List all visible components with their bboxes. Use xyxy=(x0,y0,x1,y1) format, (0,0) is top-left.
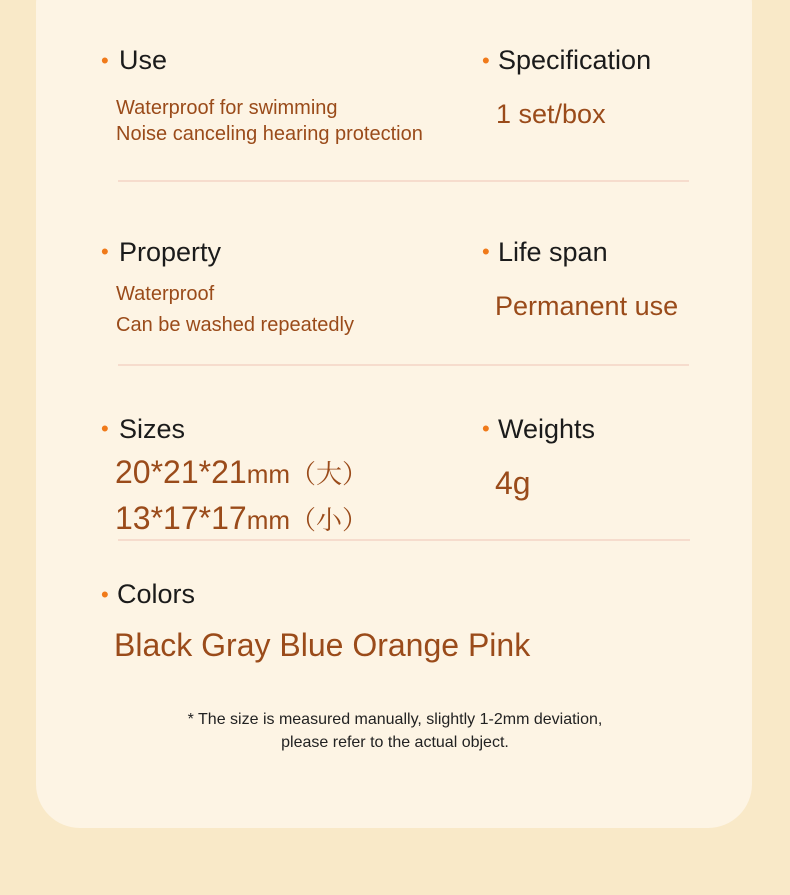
specification-title: Specification xyxy=(498,45,652,75)
colors-value: Black Gray Blue Orange Pink xyxy=(114,627,531,663)
sizes-bullet-icon: • xyxy=(101,416,109,441)
size-small xyxy=(115,502,368,534)
sizes-title: Sizes xyxy=(119,414,186,444)
weights-bullet-icon: • xyxy=(482,416,490,441)
size-large-unit: mm（大） xyxy=(246,459,369,489)
property-line-2: Can be washed repeatedly xyxy=(116,314,354,336)
colors-title: Colors xyxy=(117,579,196,609)
divider-2 xyxy=(118,364,689,366)
property-title: Property xyxy=(119,237,222,267)
size-small-dims: 13*17*17 xyxy=(115,500,247,536)
divider-1 xyxy=(118,180,689,182)
use-line-2: Noise canceling hearing protection xyxy=(116,123,423,145)
size-large xyxy=(115,456,368,488)
use-bullet-icon: • xyxy=(101,48,109,73)
use-line-1: Waterproof for swimming xyxy=(116,97,338,119)
size-small-unit: mm（小） xyxy=(246,505,369,535)
weights-title: Weights xyxy=(498,414,596,444)
footnote-line-2: please refer to the actual object. xyxy=(281,734,509,751)
life-span-value: Permanent use xyxy=(495,291,679,321)
size-large-dims: 20*21*21 xyxy=(115,454,247,490)
property-bullet-icon: • xyxy=(101,239,109,264)
weights-value: 4g xyxy=(495,465,531,501)
life-span-bullet-icon: • xyxy=(482,239,490,264)
divider-3 xyxy=(118,539,690,541)
footnote-line-1: * The size is measured manually, slightly 1-2mm deviation, xyxy=(187,711,603,728)
property-line-1: Waterproof xyxy=(116,283,215,305)
use-title: Use xyxy=(119,45,168,75)
specification-value: 1 set/box xyxy=(496,99,606,129)
colors-bullet-icon: • xyxy=(101,582,109,607)
life-span-title: Life span xyxy=(498,237,608,267)
specification-bullet-icon: • xyxy=(482,48,490,73)
